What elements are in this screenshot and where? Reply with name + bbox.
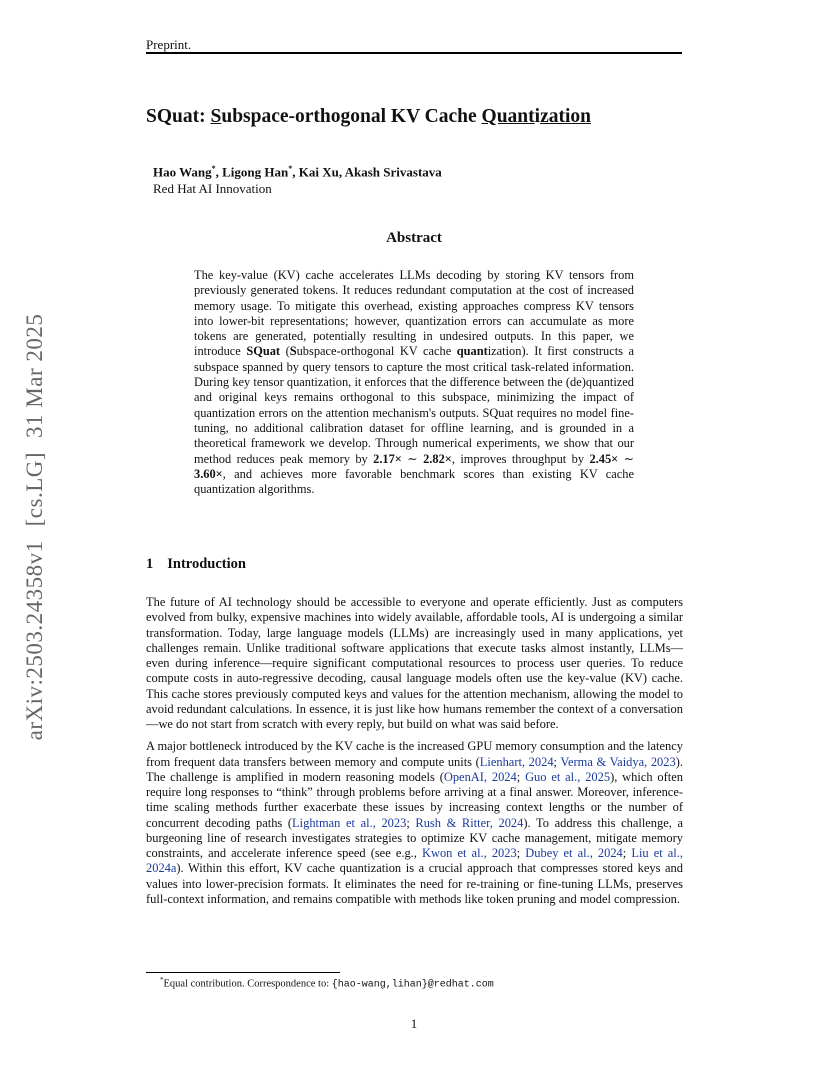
section-heading: 1 Introduction — [146, 556, 246, 572]
running-header: Preprint. — [146, 37, 192, 52]
footnote: *Equal contribution. Correspondence to: {hao-wang,lihan}@redhat.com — [160, 976, 494, 991]
citation-link[interactable]: Rush & Ritter, 2024 — [415, 815, 524, 830]
author-affiliation: Red Hat AI Innovation — [153, 181, 272, 197]
page-number: 1 — [410, 1016, 418, 1031]
citation-link[interactable]: Guo et al., 2025 — [525, 769, 611, 784]
arxiv-stamp — [22, 280, 52, 760]
paper-title: SQuat: Subspace-orthogonal KV Cache Quantization — [146, 106, 591, 127]
arxiv-id: arXiv:2503.24358v1 — [22, 540, 47, 741]
paragraph: The future of AI technology should be accessible to everyone and operate efficiently. Just as computers evolved from bulky, expensive machines into widely available, affordable tools, AI is undergoing a similar transformation. Today, large language models (LLMs) are increasingly used in many applications, yet challenges remain. Unlike traditional software applications that execute tasks almost instantly, LLMs—even during inference—require significant computational resources to process user queries. To reduce compute costs in auto-regressive decoding, causal language models often use the key-value (KV) cache. This cache stores previously computed keys and values for the attention mechanism, allowing the model to avoid redundant calculations. In essence, it is just like how humans remember the context of a conversation—we do not start from scratch with every reply, but build on what was said before. — [146, 595, 683, 731]
author-block — [153, 160, 442, 197]
citation-link[interactable]: Lienhart, 2024 — [479, 754, 554, 769]
contact-email[interactable]: {hao-wang,lihan}@redhat.com — [331, 979, 494, 991]
citation-link[interactable]: Dubey et al., 2024 — [525, 846, 623, 860]
paragraph: A major bottleneck introduced by the KV cache is the increased GPU memory consumption and the latency from frequent data transfers between memory and compute units (Lienhart, 2024; Verma & Vaidya, 2023). The challenge is amplified in modern reasoning models (OpenAI, 2024; Guo et al., 2025), which often require long responses to “think” through problems before arriving at a final answer. Moreover, inference-time scaling methods further exacerbate these issues by increasing context lengths or the number of concurrent decoding paths (Lightman et al., 2023; Rush & Ritter, 2024). To address this challenge, a burgeoning line of research investigates strategies to optimize KV cache management, mitigate memory constraints, and accelerate inference speed (see e.g., Kwon et al., 2023; Dubey et al., 2024; Liu et al., 2024a). Within this effort, KV cache quantization is a crucial approach that compresses stored keys and values into lower-precision formats. It eliminates the need for re-training or fine-tuning LLMs, preserves full-context information, and remains compatible with methods like token pruning and model compression. — [146, 739, 684, 906]
citation-link[interactable]: Kwon et al., 2023 — [421, 846, 517, 860]
abstract-text: The key-value (KV) cache accelerates LLMs decoding by storing KV tensors from previously generated tokens. It reduces redundant computation at the cost of increased memory usage. To mitigate this overhead, existing approaches compress KV tensors into lower-bit representations; however, quantization errors can accumulate as more tokens are generated, potentially resulting in undesired outputs. In this paper, we introduce SQuat (Subspace-orthogonal KV cache quantization). It first constructs a subspace spanned by query tensors to capture the most critical task-related information. During key tensor quantization, it enforces that the difference between the (de)quantized and original keys remains orthogonal to this subspace, minimizing the impact of quantization errors on the attention mechanism's outputs. SQuat requires no model fine-tuning, no additional calibration dataset for offline learning, and is grounded in a theoretical framework we develop. Through numerical experiments, we show that our method reduces peak memory by 2.17× ∼ 2.82×, improves throughput by 2.45× ∼ 3.60×, and achieves more favorable benchmark scores than existing KV cache quantization algorithms. — [194, 268, 634, 497]
author-names: Hao Wang*, Ligong Han*, Kai Xu, Akash Srivastava — [153, 164, 442, 180]
abstract-heading: Abstract — [386, 230, 442, 246]
footnote-rule — [146, 972, 340, 973]
citation-link[interactable]: OpenAI, 2024 — [443, 769, 517, 784]
arxiv-category: [cs.LG] — [22, 451, 47, 527]
citation-link[interactable]: Liu et al., 2024a — [146, 846, 683, 876]
citation-link[interactable]: Verma & Vaidya, 2023 — [560, 754, 676, 769]
arxiv-date: 31 Mar 2025 — [22, 313, 47, 438]
citation-link[interactable]: Lightman et al., 2023 — [292, 815, 407, 830]
header-rule — [146, 52, 682, 54]
introduction-body — [146, 595, 683, 914]
